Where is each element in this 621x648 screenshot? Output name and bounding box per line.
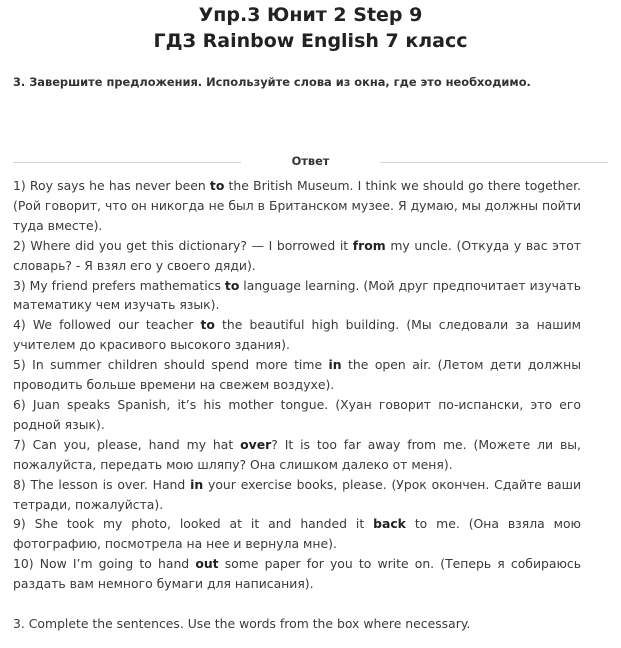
answer-item (13, 236, 581, 276)
divider-line-right (380, 162, 608, 163)
answer-item (13, 514, 581, 554)
answer-text-before: 4) We followed our teacher (13, 317, 201, 333)
answer-text-before: 2) Where did you get this dictionary? — I borrowed it (13, 237, 353, 253)
answer-text-after: the British Museum. I think we should go there together. (Рой говорит, что он никогда не был в Британском музее. Я думаю, мы должны пойти туда вместе). (13, 178, 581, 233)
answer-item (13, 554, 581, 594)
answer-item (13, 475, 581, 515)
answer-text-after: language learning. (Мой друг предпочитает изучать математику чем изучать язык). (13, 277, 582, 313)
answer-text-after: ? It is too far away from me. (Можете ли вы, пожалуйста, передать мою шляпу? Она слишком далеко от меня). (13, 436, 581, 472)
answer-text-before: 9) She took my photo, looked at it and handed it (13, 516, 374, 532)
page-subtitle: ГДЗ Rainbow English 7 класс (153, 30, 468, 52)
answer-text-after: the open air. (Летом дети должны проводить больше времени на свежем воздухе). (13, 357, 581, 393)
answer-text-before: 6) Juan speaks Spanish, it’s his mother tongue. (Хуан говорит по-испански, это его родной язык). (13, 396, 581, 432)
answer-item (13, 395, 581, 435)
answer-text-before: 8) The lesson is over. Hand (13, 476, 191, 492)
answer-word: to (209, 178, 225, 193)
answer-word: to (200, 317, 215, 333)
answer-text-before: 7) Can you, please, hand my hat (13, 436, 241, 452)
answer-text-before: 5) In summer children should spend more time (13, 357, 329, 373)
answer-text-after: your exercise books, please. (Урок окончен. Сдайте ваши тетради, пожалуйста). (13, 476, 581, 512)
answer-word: to (224, 277, 240, 293)
answer-word: out (195, 556, 219, 572)
answer-word: over (240, 436, 272, 452)
answer-divider (13, 154, 608, 170)
answers-list (13, 176, 581, 594)
answer-word: in (328, 357, 342, 373)
answer-word: in (190, 476, 204, 492)
answer-word: from (352, 237, 386, 253)
answer-item (13, 435, 581, 475)
page-title: Упр.3 Юнит 2 Step 9 (198, 4, 423, 26)
answer-text-after: the beautiful high building. (Мы следовали за нашим учителем до красивого высокого здания). (13, 317, 582, 353)
answer-item (13, 355, 581, 395)
answer-word: back (373, 516, 406, 532)
answer-item (13, 276, 581, 316)
answer-text-after: my uncle. (Откуда у вас этот словарь? - Я взял его у своего дяди). (13, 237, 581, 273)
answer-text-before: 10) Now I’m going to hand (13, 556, 196, 572)
answer-text-after: some paper for you to write on. (Теперь я собираюсь раздать вам немного бумаги для написания). (13, 556, 581, 592)
answer-text-after: to me. (Она взяла мою фотографию, посмотрела на нее и вернула мне). (13, 516, 581, 552)
footer-task-english: 3. Complete the sentences. Use the words from the box where necessary. (13, 616, 471, 631)
answer-label: Ответ (291, 154, 330, 168)
answer-item (13, 315, 581, 355)
answer-item (13, 176, 581, 236)
task-instruction: 3. Завершите предложения. Используйте слова из окна, где это необходимо. (13, 75, 531, 89)
answer-text-before: 3) My friend prefers mathematics (13, 277, 225, 293)
answer-text-before: 1) Roy says he has never been (13, 178, 210, 193)
